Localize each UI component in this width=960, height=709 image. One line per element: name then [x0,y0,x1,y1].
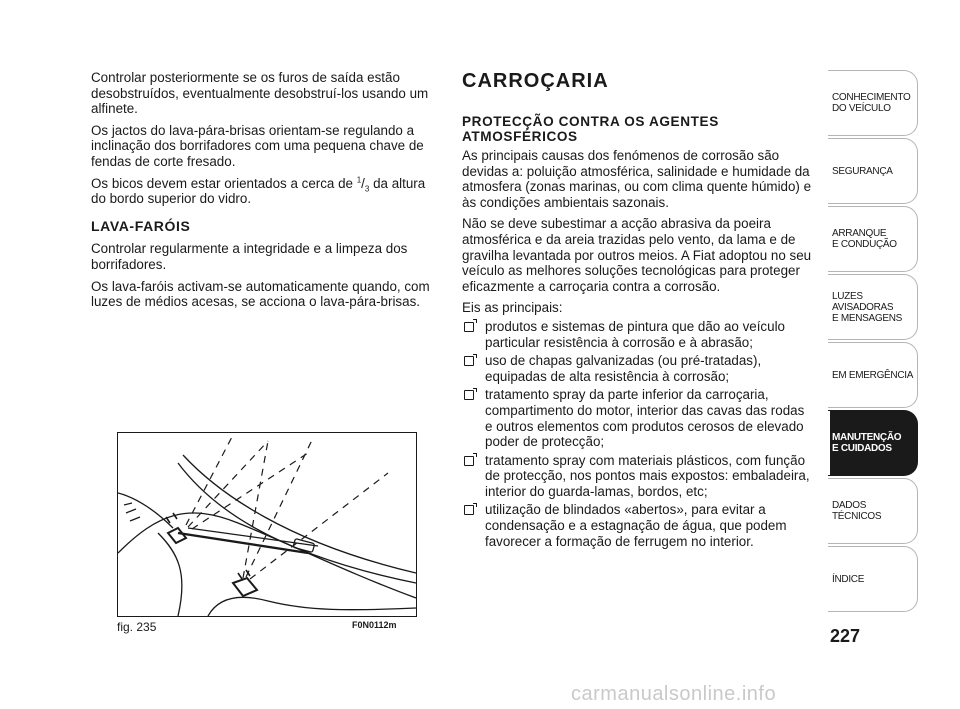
section-heading-carrocaria: CARROÇARIA [462,70,609,92]
figure-caption: fig. 235 [117,620,157,634]
checkbox-bullet-icon [464,505,474,515]
tab-label: SEGURANÇA [832,165,893,177]
tab-seguranca[interactable] [828,138,918,204]
checkbox-bullet-icon [464,456,474,466]
tab-conhecimento-do-veiculo[interactable] [828,70,918,136]
checkbox-bullet-icon [464,356,474,366]
list-item [462,353,814,384]
paragraph: Controlar posteriormente se os furos de saída estão desobstruídos, eventualmente desobstruí-los usando um alfinete. [91,70,429,117]
list-item [462,453,814,500]
line-drawing [118,433,416,616]
list-item [462,502,814,549]
tab-label: CONHECIMENTO DO VEÍCULO [832,92,911,114]
watermark: carmanualsonline.info [571,683,777,705]
figure-headlamp-washer-illustration [117,432,417,617]
paragraph: Controlar regularmente a integridade e a limpeza dos borrifadores. [91,241,408,272]
tab-label: DADOS TÉCNICOS [832,500,882,522]
tab-indice[interactable] [828,546,918,612]
section-heading-lava-farois: LAVA-FARÓIS [91,217,191,234]
tab-label: ÍNDICE [832,573,865,585]
list-item [462,387,814,449]
tab-label: MANUTENÇÃO E CUIDADOS [832,432,902,454]
bullet-list [462,319,814,549]
left-column [91,70,443,316]
tab-em-emergencia[interactable] [828,342,918,408]
paragraph-bicos: Os bicos devem estar orientados a cerca de $^1/_3$ da altura do bordo superior do vidro. [91,175,426,207]
list-item-text: tratamento spray da parte inferior da carroçaria, compartimento do motor, interior das cavas das rodas e outros elementos com produtos cerosos de elevado poder de protecção; [485,387,805,450]
paragraph: Não se deve subestimar a acção abrasiva da poeira atmosférica e da areia trazidas pelo vento, da lama e de gravilha levantada por outros meios. A Fiat adoptou no seu veículo as melhores soluções tecnológicas para proteger eficazmente a carroçaria contra a corrosão. [462,216,812,294]
tab-label: LUZES AVISADORAS E MENSAGENS [832,290,903,324]
tab-label: ARRANQUE E CONDUÇÃO [832,228,897,250]
checkbox-bullet-icon [464,390,474,400]
windscreen-edge [178,463,416,583]
right-column [462,70,814,552]
tab-dados-tecnicos[interactable] [828,478,918,544]
list-item-text: utilização de blindados «abertos», para evitar a condensação e a estagnação de água, que podem favorecer a formação de ferrugem no interior. [485,502,787,549]
tab-luzes-avisadoras[interactable] [828,274,918,340]
fraction-numerator: 1 [356,175,362,185]
figure-code: F0N0112m [352,620,397,630]
page-number: 227 [830,626,861,646]
text: da altura do bordo superior do vidro. [91,175,426,207]
paragraph: Os jactos do lava-pára-brisas orientam-se regulando a inclinação dos borrifadores com uma pequena chave de fendas de corte fresado. [91,122,424,169]
list-item-text: tratamento spray com materiais plásticos, com função de protecção, nos pontos mais expostos: embaladeira, interior do guarda-lamas, bordos, etc; [485,452,810,499]
list-item [462,319,814,350]
list-item-text: produtos e sistemas de pintura que dão ao veículo particular resistência à corrosão e à abrasão; [485,318,785,350]
paragraph: Os lava-faróis activam-se automaticamente quando, com luzes de médios acesas, se acciona o lava-pára-brisas. [91,278,430,310]
checkbox-bullet-icon [464,322,474,332]
subheading-proteccao: PROTECÇÃO CONTRA OS AGENTES ATMOSFÉRICOS [462,114,719,144]
tab-label: EM EMERGÊNCIA [832,369,914,381]
fraction-denominator: 3 [364,184,370,194]
chapter-tabs [828,70,918,614]
paragraph: As principais causas dos fenómenos de corrosão são devidas a: poluição atmosférica, salinidade e humidade da atmosfera (zonas marinas, ou com clima quente húmido) e às condições ambientais sazonais. [462,148,812,210]
list-item-text: uso de chapas galvanizadas (ou pré-tratadas), equipadas de alta resistência à corrosão; [485,353,762,384]
text: Os bicos devem estar orientados a cerca de [91,175,357,191]
tab-manutencao-e-cuidados[interactable] [828,410,918,476]
tab-arranque-e-conducao[interactable] [828,206,918,272]
paragraph: Eis as principais: [462,300,563,316]
